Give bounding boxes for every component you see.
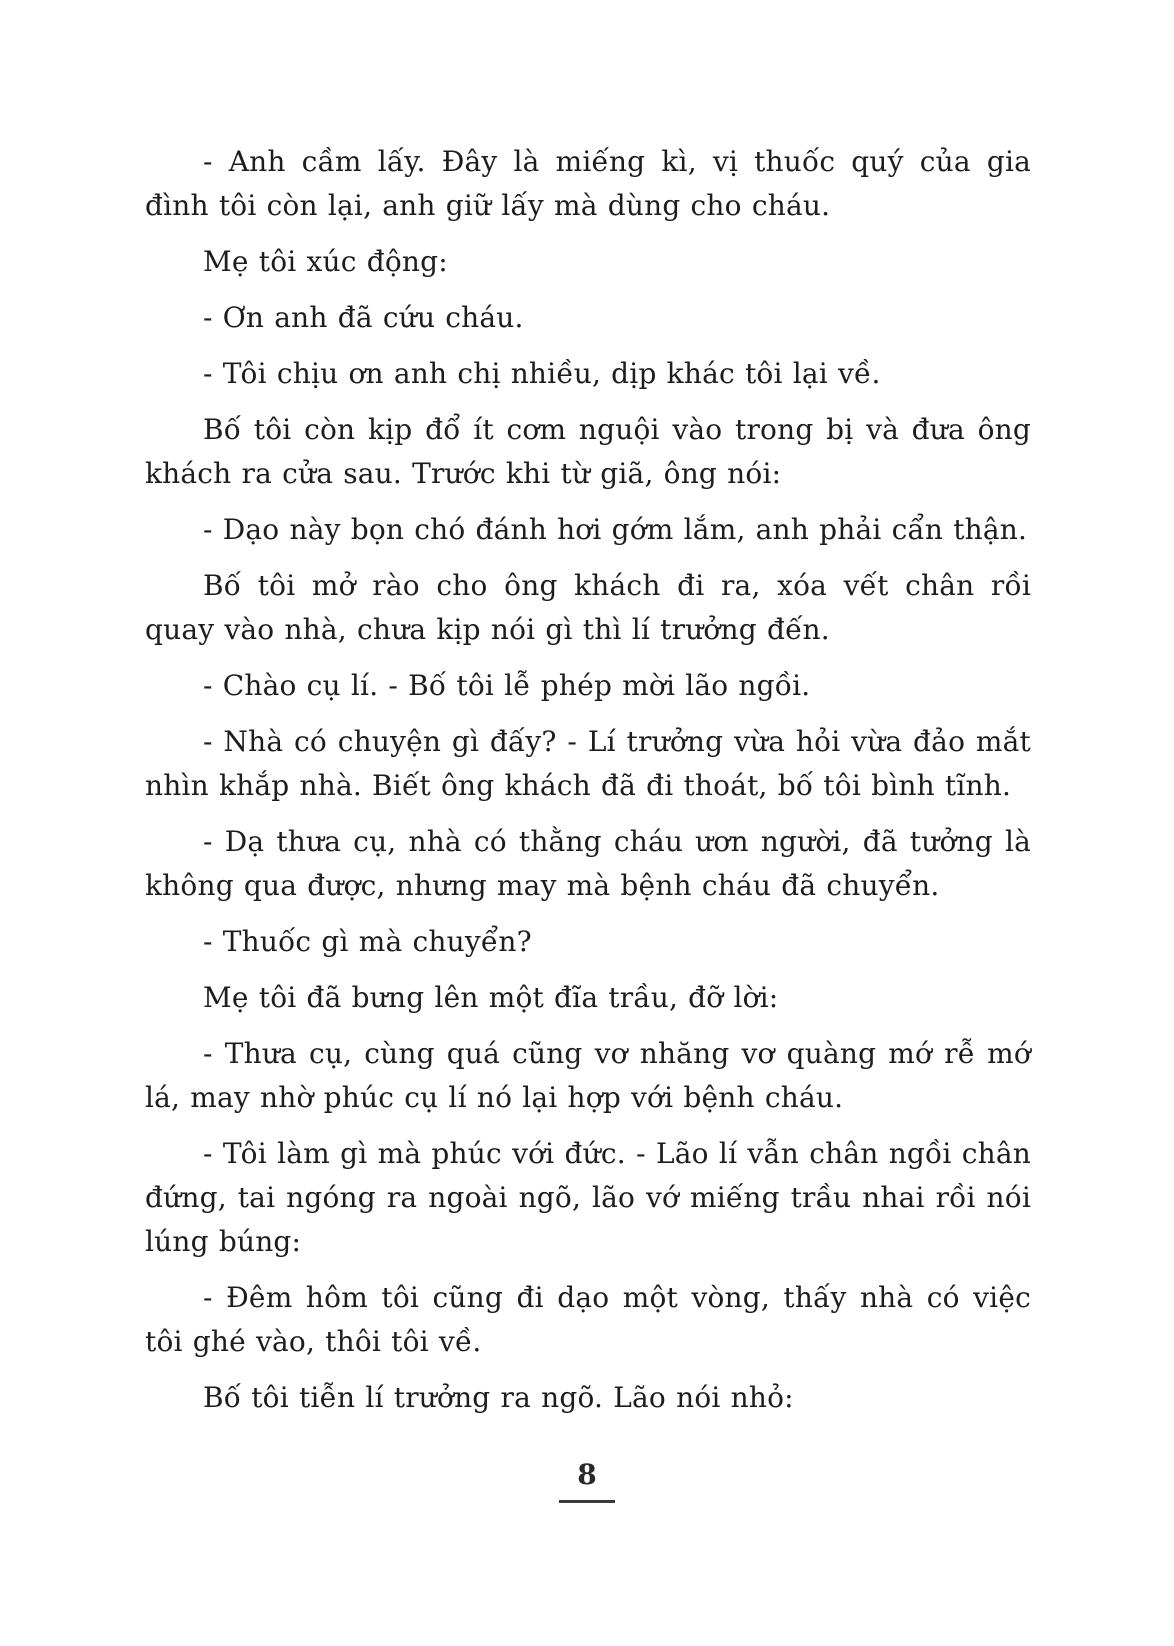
page-text-block [145, 140, 1031, 1432]
paragraph: Bố tôi còn kịp đổ ít cơm nguội vào trong bị và đưa ông khách ra cửa sau. Trước khi từ giã, ông nói: [145, 413, 1031, 490]
paragraph: - Tôi chịu ơn anh chị nhiều, dịp khác tôi lại về. [203, 357, 881, 390]
paragraph: Mẹ tôi đã bưng lên một đĩa trầu, đỡ lời: [203, 981, 779, 1014]
paragraph: - Dạo này bọn chó đánh hơi gớm lắm, anh phải cẩn thận. [203, 513, 1028, 546]
paragraph: - Dạ thưa cụ, nhà có thằng cháu ươn người, đã tưởng là không qua được, nhưng may mà bệnh cháu đã chuyển. [145, 825, 1031, 902]
paragraph: - Thưa cụ, cùng quá cũng vơ nhăng vơ quàng mớ rễ mớ lá, may nhờ phúc cụ lí nó lại hợp với bệnh cháu. [145, 1037, 1031, 1114]
paragraph: - Đêm hôm tôi cũng đi dạo một vòng, thấy nhà có việc tôi ghé vào, thôi tôi về. [145, 1281, 1031, 1358]
page-footer [0, 1458, 1174, 1503]
paragraph: - Ơn anh đã cứu cháu. [203, 301, 524, 334]
paragraph: - Chào cụ lí. - Bố tôi lễ phép mời lão ngồi. [203, 669, 811, 702]
paragraph: - Nhà có chuyện gì đấy? - Lí trưởng vừa hỏi vừa đảo mắt nhìn khắp nhà. Biết ông khách đã đi thoát, bố tôi bình tĩnh. [145, 725, 1031, 802]
paragraph: - Thuốc gì mà chuyển? [203, 925, 532, 958]
paragraph: Bố tôi mở rào cho ông khách đi ra, xóa vết chân rồi quay vào nhà, chưa kịp nói gì thì lí trưởng đến. [145, 569, 1031, 646]
paragraph: Mẹ tôi xúc động: [203, 245, 448, 278]
paragraph: - Tôi làm gì mà phúc với đức. - Lão lí vẫn chân ngồi chân đứng, tai ngóng ra ngoài ngõ, lão vớ miếng trầu nhai rồi nói lúng búng: [145, 1137, 1031, 1258]
page-number: 8 [577, 1458, 597, 1491]
paragraph: Bố tôi tiễn lí trưởng ra ngõ. Lão nói nhỏ: [203, 1381, 794, 1414]
paragraph: - Anh cầm lấy. Đây là miếng kì, vị thuốc quý của gia đình tôi còn lại, anh giữ lấy mà dùng cho cháu. [145, 145, 1031, 222]
page-number-underline [559, 1500, 615, 1503]
